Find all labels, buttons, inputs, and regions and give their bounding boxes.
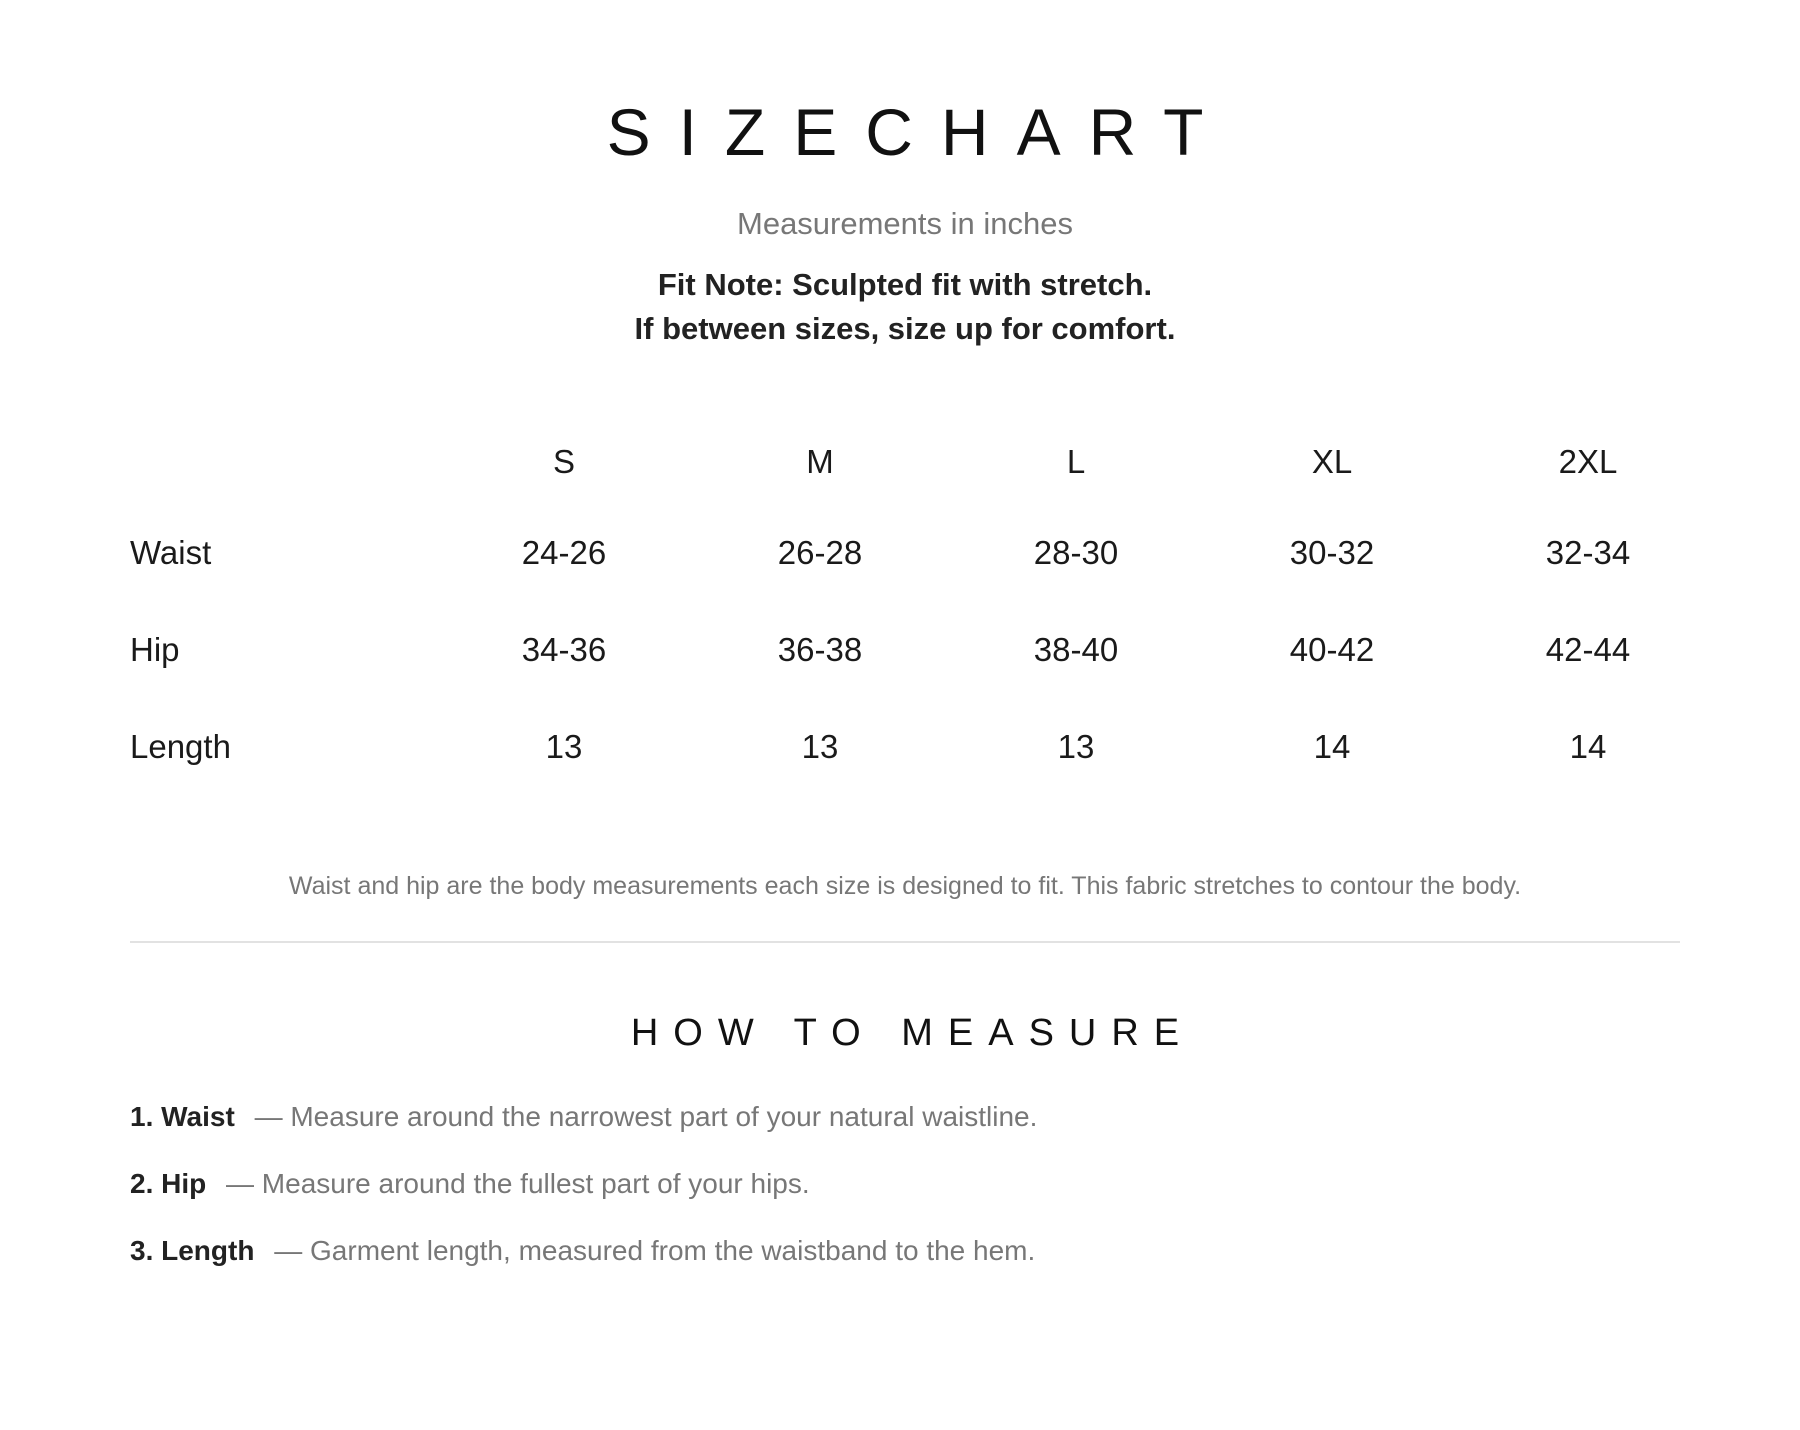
- table-cell: 42-44: [1545, 630, 1631, 668]
- how-to-measure-list: [130, 1100, 1680, 1301]
- size-table: [130, 420, 1716, 795]
- table-cell: 28-30: [1033, 533, 1119, 571]
- size-header-l: L: [1066, 443, 1086, 480]
- measure-item-name: 1. Waist: [130, 1101, 235, 1132]
- table-cell: 38-40: [1033, 630, 1119, 668]
- table-cell: 14: [1569, 727, 1607, 765]
- units-subtitle: Measurements in inches: [737, 206, 1073, 241]
- table-cell: 32-34: [1545, 533, 1631, 571]
- measure-item-name: 2. Hip: [130, 1168, 207, 1199]
- table-cell: 13: [1057, 727, 1095, 765]
- measure-item-description: Measure around the narrowest part of your natural waistline.: [290, 1101, 1038, 1132]
- size-header-s: S: [552, 443, 575, 480]
- corner-cell: [130, 420, 436, 504]
- measure-item-description: Measure around the fullest part of your hips.: [261, 1168, 810, 1199]
- page-title: SIZECHART: [606, 95, 1232, 169]
- item-separator: —: [226, 1168, 255, 1199]
- size-header-m: M: [806, 443, 834, 480]
- table-cell: 36-38: [777, 630, 863, 668]
- size-header-row: [130, 420, 1716, 504]
- table-cell: 14: [1313, 727, 1351, 765]
- measurement-footnote: Waist and hip are the body measurements each size is designed to fit. This fabric stretches to contour the body.: [288, 872, 1522, 900]
- table-row-waist: [130, 504, 1716, 601]
- table-row-length: [130, 698, 1716, 795]
- size-header-2xl: 2XL: [1558, 443, 1618, 480]
- list-item: [130, 1234, 1680, 1301]
- section-divider: [130, 941, 1680, 943]
- table-cell: 34-36: [521, 630, 607, 668]
- measure-item-name: 3. Length: [130, 1235, 255, 1266]
- row-label-waist: Waist: [130, 533, 212, 571]
- measure-item-description: Garment length, measured from the waistband to the hem.: [310, 1235, 1036, 1266]
- table-cell: 13: [801, 727, 839, 765]
- size-header-xl: XL: [1311, 443, 1353, 480]
- table-cell: 24-26: [521, 533, 607, 571]
- table-cell: 40-42: [1289, 630, 1375, 668]
- list-item: [130, 1100, 1680, 1167]
- fit-note-line-1: Fit Note: Sculpted fit with stretch.: [657, 267, 1153, 302]
- item-separator: —: [254, 1101, 283, 1132]
- list-item: [130, 1167, 1680, 1234]
- fit-note: [130, 263, 1680, 351]
- item-separator: —: [274, 1235, 303, 1266]
- fit-note-line-2: If between sizes, size up for comfort.: [634, 311, 1176, 346]
- table-cell: 13: [545, 727, 583, 765]
- table-cell: 30-32: [1289, 533, 1375, 571]
- table-row-hip: [130, 601, 1716, 698]
- how-to-measure-title: HOW TO MEASURE: [630, 1012, 1195, 1054]
- table-cell: 26-28: [777, 533, 863, 571]
- row-label-length: Length: [130, 727, 231, 765]
- row-label-hip: Hip: [130, 630, 180, 668]
